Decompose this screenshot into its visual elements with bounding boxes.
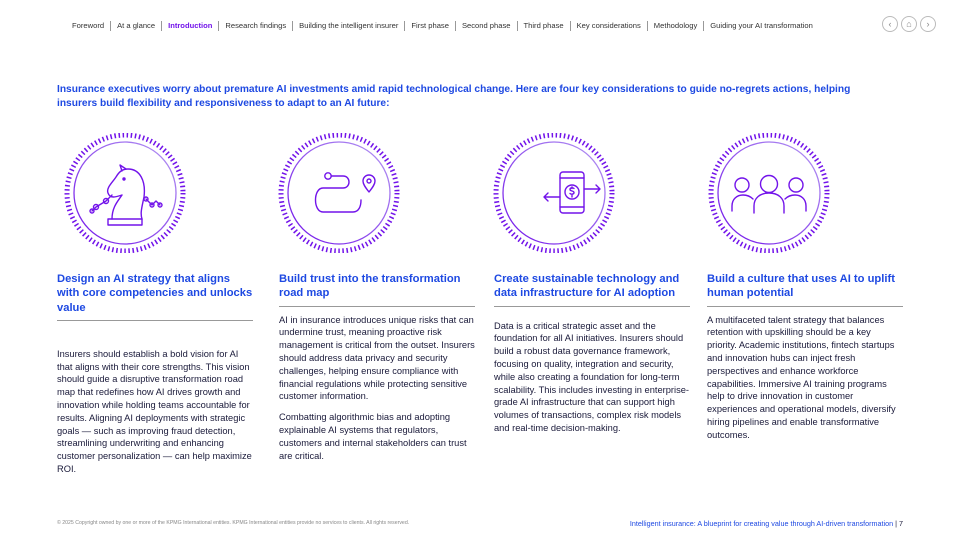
paragraph: Data is a critical strategic asset and the foundation for all AI initiatives. Insurers should build a robust data governance framework, focusing on quality, integration and security, while also creating a foundation for long-term scalability. This includes investing in enterprise-grade AI infrastructure that can support high volumes of transactions, complex risk models and real-time decision-making.	[494, 320, 689, 433]
intro-text: Insurance executives worry about premature AI investments amid rapid technological change. Here are four key considerations to guide no-regrets actions, helping insurers build flexibility and responsiveness to adapt to an AI future:	[57, 84, 851, 109]
divider	[494, 306, 690, 307]
nav-item-at-a-glance[interactable]: At a glance	[110, 21, 161, 31]
column-strategy	[57, 272, 253, 484]
footer-title	[630, 519, 903, 528]
nav-item-second-phase[interactable]: Second phase	[455, 21, 517, 31]
circle-3	[481, 133, 627, 253]
nav-item-third-phase[interactable]: Third phase	[517, 21, 570, 31]
circle-4	[696, 133, 842, 253]
next-button[interactable]: ›	[920, 16, 936, 32]
nav-item-guiding-ai-transformation[interactable]: Guiding your AI transformation	[703, 21, 819, 31]
home-button[interactable]: ⌂	[901, 16, 917, 32]
divider	[279, 306, 475, 307]
divider	[707, 306, 903, 307]
column-body	[707, 314, 903, 442]
nav-item-building-intelligent-insurer[interactable]: Building the intelligent insurer	[292, 21, 404, 31]
nav-item-first-phase[interactable]: First phase	[404, 21, 455, 31]
nav-item-foreword[interactable]: Foreword	[72, 21, 105, 30]
column-title: Build a culture that uses AI to uplift human potential	[707, 273, 895, 300]
paragraph: Combatting algorithmic bias and adopting explainable AI systems that regulators, customers and internal stakeholders can trust are critical.	[279, 412, 467, 461]
nav-items	[66, 21, 819, 31]
circle-1	[52, 133, 198, 253]
nav-buttons	[882, 16, 936, 32]
column-title: Build trust into the transformation road map	[279, 273, 461, 300]
nav-item-introduction[interactable]: Introduction	[161, 21, 218, 31]
column-body	[57, 348, 253, 476]
people-group-icon	[732, 176, 806, 214]
top-navigation	[66, 14, 960, 38]
chess-knight-icon	[90, 165, 162, 225]
circle-2	[266, 133, 412, 253]
column-body	[494, 320, 690, 435]
nav-item-methodology[interactable]: Methodology	[647, 21, 703, 31]
copyright-notice: © 2025 Copyright owned by one or more of the KPMG International entities. KPMG International entities provide no services to clients. All rights reserved.	[57, 520, 410, 526]
column-title: Design an AI strategy that aligns with core competencies and unlocks value	[57, 273, 253, 314]
paragraph: AI in insurance introduces unique risks that can undermine trust, meaning proactive risk management is critical from the outset. Insurers should address data privacy and security challenges, helping ensure compliance with financial regulations while protecting sensitive customer information.	[279, 314, 475, 402]
page-number: 7	[899, 519, 903, 528]
column-culture	[707, 272, 903, 450]
divider	[57, 320, 253, 321]
mobile-payment-icon	[544, 172, 600, 213]
paragraph: Insurers should establish a bold vision for AI that aligns with their core strengths. This vision should guide a disruptive transformation road map that redefines how AI drives growth and innovation while holding teams accountable for results. Aligning AI deployments with strategic goals — such as improving fraud detection, streamlining underwriting and enhancing customer personalization — can help maximize ROI.	[57, 348, 252, 475]
document-title: Intelligent insurance: A blueprint for creating value through AI-driven transformation	[629, 519, 894, 528]
back-button[interactable]: ‹	[882, 16, 898, 32]
column-body	[279, 314, 475, 463]
roadmap-path-icon	[316, 173, 376, 212]
nav-item-key-considerations[interactable]: Key considerations	[570, 21, 647, 31]
column-title: Create sustainable technology and data infrastructure for AI adoption	[494, 273, 680, 300]
column-infrastructure	[494, 272, 690, 443]
paragraph: A multifaceted talent strategy that balances retention with upskilling should be a key priority. Academic institutions, fintech startups and innovation hubs can inject fresh perspectives and enhance workforce capabilities. Immersive AI training programs help to drive innovation in customer experiences and operational models, diversify hiring pipelines and enable transformative outcomes.	[707, 314, 896, 440]
separator: |	[893, 519, 899, 528]
column-trust	[279, 272, 475, 470]
nav-item-research-findings[interactable]: Research findings	[218, 21, 292, 31]
